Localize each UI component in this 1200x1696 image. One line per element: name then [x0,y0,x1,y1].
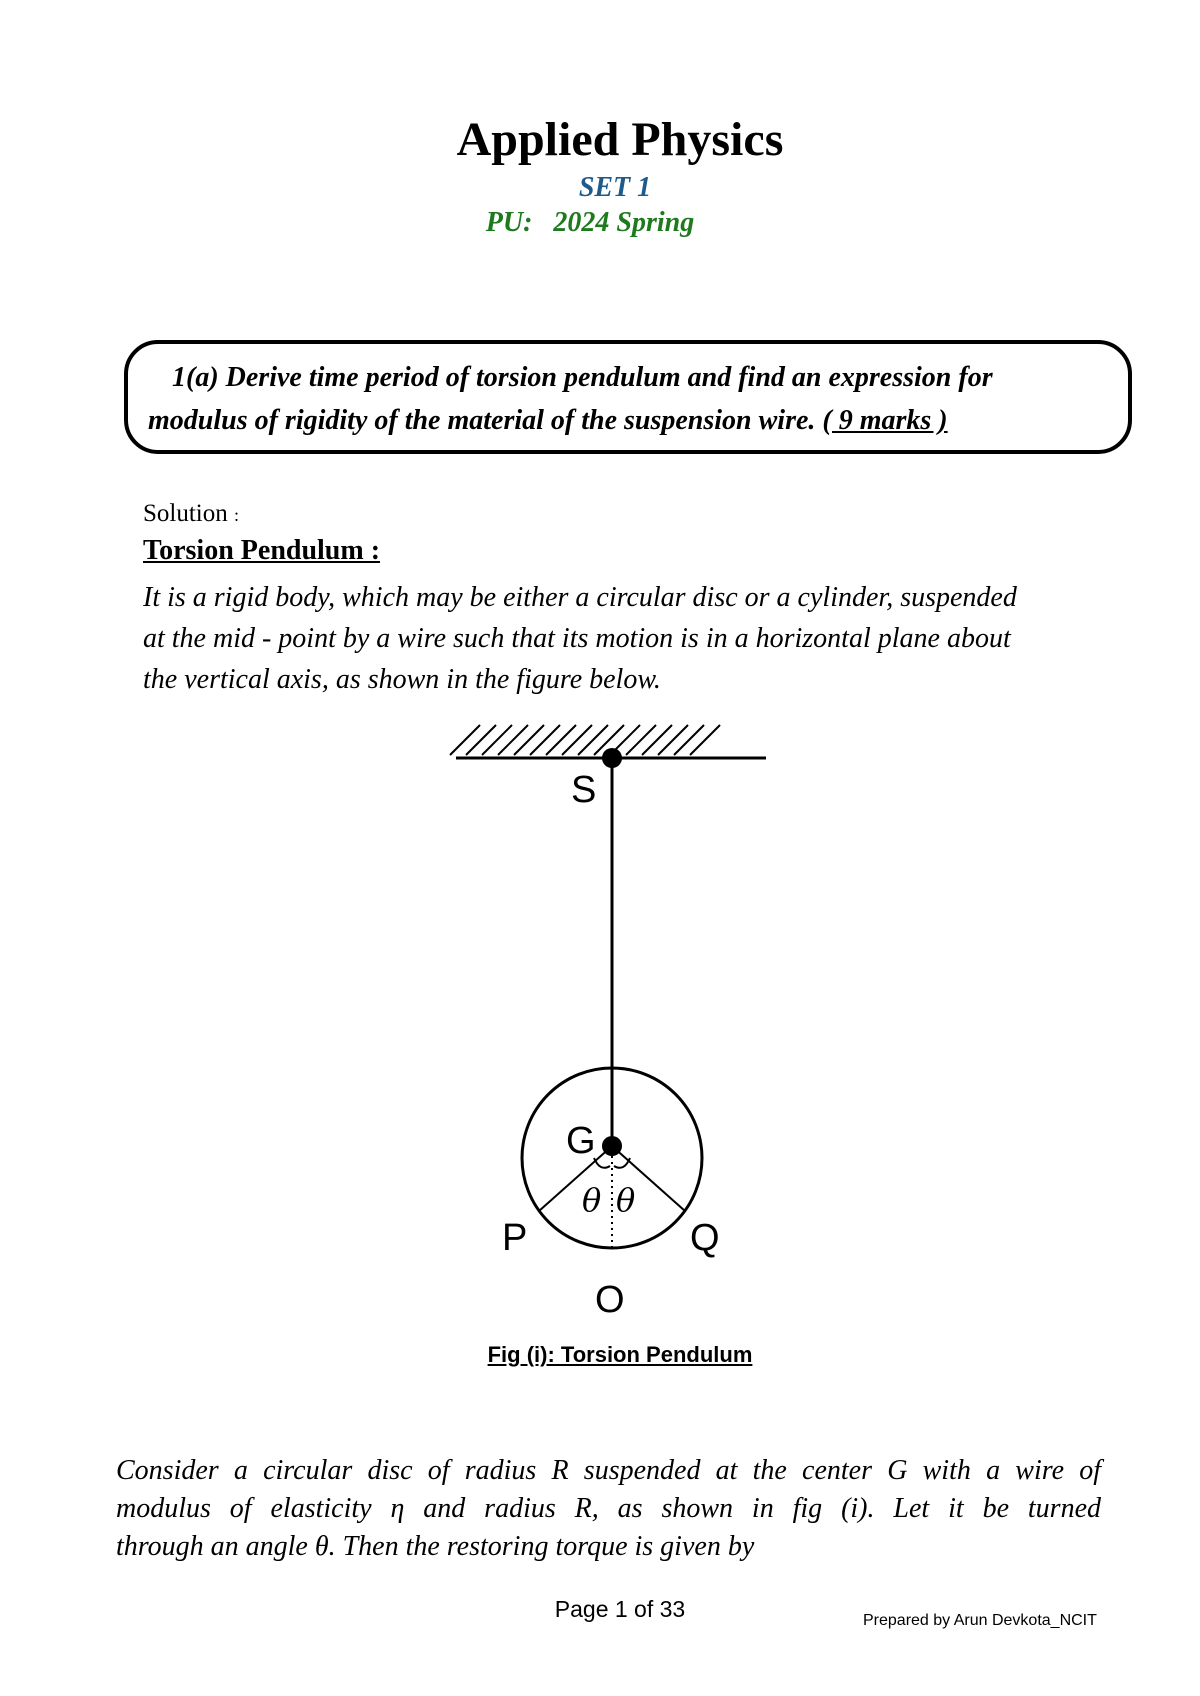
document-title: Applied Physics [456,113,784,166]
solution-label [143,500,239,528]
body-line: Consider a circular disc of radius R suspended at the center G with a wire of [116,1455,1101,1486]
body-line: modulus of elasticity η and radius R, as shown in fig (i). Let it be turned [116,1493,1101,1524]
intro-line: the vertical axis, as shown in the figure below. [143,664,661,695]
question-text: modulus of rigidity of the material of the suspension wire. [148,405,816,436]
page-number: Page 1 of 33 [554,1596,686,1622]
solution-colon: : [234,505,240,525]
question-line-1: 1(a) Derive time period of torsion pendulum and find an expression for [172,362,993,393]
question-marks: ( 9 marks ) [822,405,948,436]
author-credit: Prepared by Arun Devkota_NCIT [863,1612,1097,1629]
ceiling-hatching [450,725,720,755]
question-line-2 [148,405,948,437]
torsion-pendulum-figure [440,720,790,1320]
body-paragraph [116,1452,1101,1566]
intro-paragraph [143,577,1133,700]
suspension-point [602,748,622,768]
intro-line: at the mid - point by a wire such that its motion is in a horizontal plane about [143,623,1011,654]
label-theta-left: θ [582,1181,602,1219]
solution-label-text: Solution [143,500,228,527]
figure-caption: Fig (i): Torsion Pendulum [487,1342,753,1367]
label-o: O [595,1279,625,1320]
exam-label: PU: 2024 Spring [485,207,695,238]
center-point [602,1136,622,1156]
label-p: P [502,1217,528,1259]
intro-line: It is a rigid body, which may be either a circular disc or a cylinder, suspended [143,582,1017,613]
label-theta-right: θ [616,1181,636,1219]
label-q: Q [690,1217,720,1259]
label-g: G [566,1120,596,1162]
section-heading: Torsion Pendulum : [143,535,381,566]
label-s: S [571,769,597,811]
body-line: through an angle θ. Then the restoring torque is given by [116,1531,755,1562]
set-label: SET 1 [578,172,652,203]
